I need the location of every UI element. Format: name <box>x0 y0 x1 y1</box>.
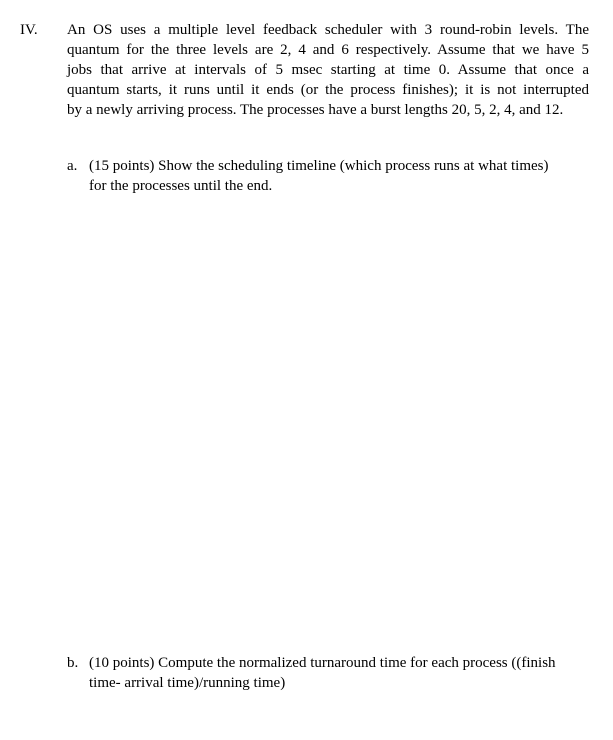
subpart-b-line: time- arrival time)/running time) <box>89 675 286 691</box>
subpart-b-text <box>89 653 589 693</box>
problem-statement <box>67 20 589 120</box>
problem-statement-line: jobs that arrive at intervals of 5 msec starting at time 0. Assume that once a <box>67 62 589 78</box>
problem-number: IV. <box>20 22 38 38</box>
subpart-b-label: b. <box>67 655 79 671</box>
problem-statement-line: An OS uses a multiple level feedback scheduler with 3 round-robin levels. The <box>67 22 589 38</box>
problem-statement-line: quantum starts, it runs until it ends (or the process finishes); it is not interrupted <box>67 82 589 98</box>
subpart-a-text <box>89 156 589 196</box>
problem-statement-line: by a newly arriving process. The processes have a burst lengths 20, 5, 2, 4, and 12. <box>67 102 564 118</box>
subpart-a-label: a. <box>67 158 78 174</box>
subpart-b-line: (10 points) Compute the normalized turnaround time for each process ((finish <box>89 655 556 671</box>
subpart-a-line: for the processes until the end. <box>89 178 273 194</box>
problem-statement-line: quantum for the three levels are 2, 4 and 6 respectively. Assume that we have 5 <box>67 42 589 58</box>
subpart-a-line: (15 points) Show the scheduling timeline (which process runs at what times) <box>89 158 549 174</box>
